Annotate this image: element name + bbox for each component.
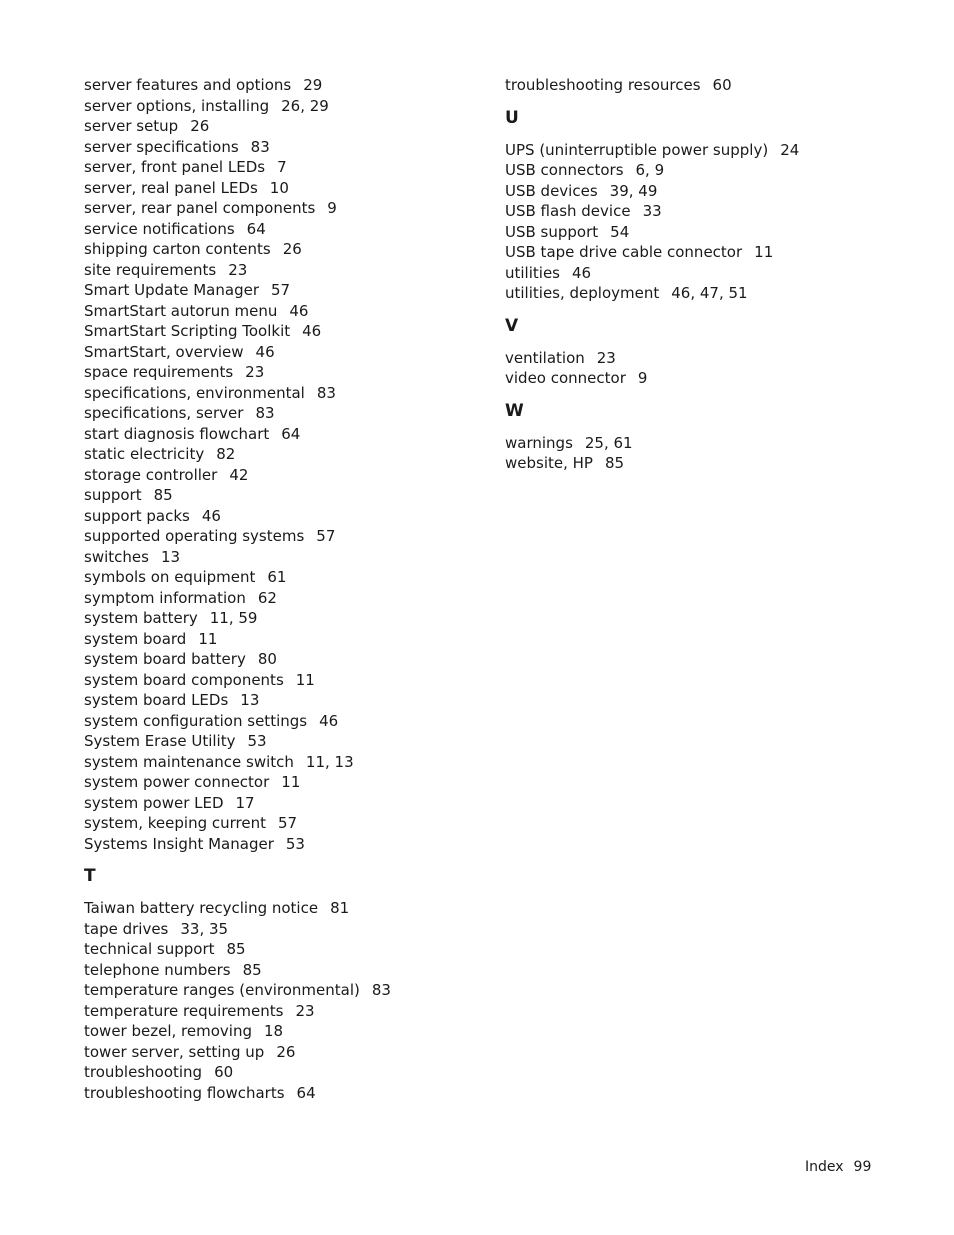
index-entry-pages[interactable]: 80 <box>257 650 277 668</box>
index-entry <box>505 242 885 263</box>
index-entry-pages[interactable]: 39, 49 <box>609 181 658 200</box>
index-entry-pages[interactable]: 26, 29 <box>281 96 329 115</box>
index-entry-pages[interactable]: 85 <box>226 940 246 958</box>
index-entry-term: server, front panel LEDs <box>84 158 266 176</box>
index-entry-term: tower bezel, removing <box>84 1022 252 1040</box>
index-entry <box>84 772 464 793</box>
index-entry <box>84 752 464 773</box>
index-entry-pages[interactable]: 11 <box>281 773 301 791</box>
index-entry <box>505 368 885 389</box>
index-entry <box>84 670 464 691</box>
index-entry-term: specifications, server <box>84 404 244 422</box>
index-entry-term: UPS (uninterruptible power supply) <box>505 140 769 159</box>
index-entry <box>84 526 464 547</box>
index-entry <box>84 383 464 404</box>
index-entry-term: support <box>84 486 142 504</box>
index-entry-pages[interactable]: 60 <box>214 1063 234 1081</box>
index-entry <box>84 588 464 609</box>
index-entry <box>84 321 464 342</box>
index-entry <box>84 980 464 1001</box>
index-entry-pages[interactable]: 53 <box>285 834 305 853</box>
index-entry-pages[interactable]: 11, 59 <box>209 609 258 627</box>
index-entry-pages[interactable]: 11, 13 <box>305 752 354 771</box>
index-entry <box>84 280 464 301</box>
index-entry-pages[interactable]: 62 <box>257 588 277 607</box>
index-entry <box>84 731 464 752</box>
index-entry-term: tower server, setting up <box>84 1042 265 1061</box>
index-entry-pages[interactable]: 64 <box>246 219 266 238</box>
index-entry <box>505 348 885 369</box>
index-entry-term: system board <box>84 629 187 648</box>
index-entry-term: server, real panel LEDs <box>84 178 258 197</box>
index-entry-pages[interactable]: 23 <box>596 348 616 367</box>
index-entry <box>84 898 464 919</box>
index-entry <box>84 629 464 650</box>
index-entry-term: system, keeping current <box>84 814 266 832</box>
index-entry <box>84 96 464 117</box>
index-entry-term: USB support <box>505 222 599 241</box>
index-entry-term: Taiwan battery recycling notice <box>84 899 319 917</box>
index-entry <box>84 567 464 588</box>
index-entry-pages[interactable]: 57 <box>316 527 336 545</box>
index-entry-term: symptom information <box>84 588 246 607</box>
index-entry <box>84 711 464 732</box>
index-entry-pages[interactable]: 25, 61 <box>584 433 633 452</box>
index-entry-term: site requirements <box>84 260 217 279</box>
index-entry-term: server setup <box>84 117 179 135</box>
index-entry-pages[interactable]: 9 <box>637 369 648 387</box>
index-letter-heading-u: U <box>505 107 519 128</box>
index-entry-term: utilities <box>505 263 560 282</box>
index-entry-term: SmartStart Scripting Toolkit <box>84 322 291 340</box>
index-entry <box>84 198 464 219</box>
index-entry <box>84 919 464 940</box>
index-entry-term: telephone numbers <box>84 960 231 979</box>
index-entry-term: system board LEDs <box>84 691 229 709</box>
index-entry-pages[interactable]: 82 <box>216 445 236 463</box>
index-entry <box>84 793 464 814</box>
index-entry-pages[interactable]: 83 <box>255 404 275 422</box>
index-entry-pages[interactable]: 61 <box>267 568 287 586</box>
index-entry-term: switches <box>84 547 149 566</box>
index-entry-term: system power connector <box>84 773 270 791</box>
index-entry-term: troubleshooting <box>84 1063 203 1081</box>
index-entry-term: tape drives <box>84 919 169 938</box>
index-entry-term: temperature ranges (environmental) <box>84 981 360 999</box>
index-entry-term: server specifications <box>84 137 239 156</box>
index-entry <box>84 444 464 465</box>
index-entry <box>84 239 464 260</box>
index-entry-term: USB flash device <box>505 202 631 220</box>
index-entry-pages[interactable]: 83 <box>250 137 270 156</box>
index-entry <box>505 453 885 474</box>
index-entry <box>84 301 464 322</box>
index-entry <box>505 433 885 454</box>
index-entry <box>84 178 464 199</box>
index-entry <box>84 342 464 363</box>
index-entry-pages[interactable]: 11 <box>295 670 315 689</box>
index-entry <box>84 465 464 486</box>
index-entry-term: Smart Update Manager <box>84 281 259 299</box>
index-entry <box>84 403 464 424</box>
index-entry-term: system board components <box>84 670 284 689</box>
index-entry-term: utilities, deployment <box>505 284 660 302</box>
index-entry-pages[interactable]: 85 <box>153 486 173 504</box>
index-entry-pages[interactable]: 85 <box>604 454 625 472</box>
index-entry-term: storage controller <box>84 465 218 484</box>
index-entry-term: USB tape drive cable connector <box>505 243 743 261</box>
index-entry-term: warnings <box>505 433 573 452</box>
index-left-column <box>84 75 464 1103</box>
index-entry <box>505 222 885 243</box>
index-entry-pages[interactable]: 17 <box>235 793 255 812</box>
index-entry-pages[interactable]: 24 <box>780 140 800 159</box>
index-entry <box>505 75 885 96</box>
index-entry <box>84 813 464 834</box>
index-entry-pages[interactable]: 23 <box>228 260 248 279</box>
index-entry <box>84 75 464 96</box>
index-entry <box>84 939 464 960</box>
index-entry-term: USB devices <box>505 181 598 200</box>
index-entry-pages[interactable]: 29 <box>303 76 323 94</box>
index-entry <box>505 160 885 181</box>
index-entry <box>84 116 464 137</box>
index-entry-term: system board battery <box>84 650 246 668</box>
index-entry-pages[interactable]: 23 <box>245 363 265 381</box>
index-entry-term: Systems Insight Manager <box>84 834 274 853</box>
index-entry-term: service notifications <box>84 219 235 238</box>
footer-section-label: Index <box>805 1159 844 1175</box>
index-entry-pages[interactable]: 11 <box>754 243 774 261</box>
index-entry-term: server options, installing <box>84 96 270 115</box>
index-entry-term: system power LED <box>84 793 224 812</box>
index-entry-pages[interactable]: 11 <box>198 629 218 648</box>
index-entry-term: static electricity <box>84 445 205 463</box>
index-entry <box>84 1001 464 1022</box>
index-entry <box>84 960 464 981</box>
index-entry-pages[interactable]: 53 <box>247 732 267 750</box>
index-entry-pages[interactable]: 57 <box>277 814 298 832</box>
index-entry-pages[interactable]: 13 <box>160 547 181 566</box>
index-entry <box>505 140 885 161</box>
index-entry-term: website, HP <box>505 454 593 472</box>
index-letter-heading-w: W <box>505 400 524 421</box>
index-entry <box>84 608 464 629</box>
index-entry-term: troubleshooting resources <box>505 76 701 94</box>
index-group-v <box>505 348 885 389</box>
index-entry <box>84 1083 464 1104</box>
index-entry <box>84 1042 464 1063</box>
index-entry <box>84 485 464 506</box>
index-entry <box>84 157 464 178</box>
index-entry-term: system maintenance switch <box>84 752 294 771</box>
index-entry-pages[interactable]: 83 <box>316 383 336 402</box>
index-entry-pages[interactable]: 33 <box>642 202 662 220</box>
index-entry-pages[interactable]: 60 <box>712 76 732 94</box>
index-entry-pages[interactable]: 64 <box>296 1083 316 1102</box>
index-entry-pages[interactable]: 46 <box>319 711 339 730</box>
index-letter-heading-t: T <box>84 866 96 886</box>
index-entry <box>505 181 885 202</box>
index-entry-term: server features and options <box>84 76 292 94</box>
index-entry-term: specifications, environmental <box>84 383 305 402</box>
index-entry <box>84 362 464 383</box>
index-right-column <box>505 75 885 474</box>
index-entry <box>505 263 885 284</box>
index-entry-pages[interactable]: 33, 35 <box>180 919 229 938</box>
index-entry-pages[interactable]: 46, 47, 51 <box>671 284 748 302</box>
index-entry-term: ventilation <box>505 348 585 367</box>
index-entry-pages[interactable]: 64 <box>281 424 301 443</box>
index-group-u <box>505 140 885 304</box>
index-entry <box>84 219 464 240</box>
index-entry-pages[interactable]: 13 <box>240 691 260 709</box>
index-entry-pages[interactable]: 81 <box>330 899 350 917</box>
index-entry <box>84 834 464 855</box>
index-entry <box>84 506 464 527</box>
index-entry-term: server, rear panel components <box>84 199 316 217</box>
index-entry-pages[interactable]: 26 <box>282 240 302 258</box>
index-entry-pages[interactable]: 83 <box>371 981 391 999</box>
index-entry-term: troubleshooting flowcharts <box>84 1083 285 1102</box>
index-entry-pages[interactable]: 10 <box>269 178 289 197</box>
index-entry <box>84 1021 464 1042</box>
index-group-s <box>84 75 464 854</box>
index-entry-term: temperature requirements <box>84 1001 284 1020</box>
index-entry-term: System Erase Utility <box>84 732 236 750</box>
index-entry-term: supported operating systems <box>84 527 305 545</box>
index-entry <box>84 260 464 281</box>
index-entry-pages[interactable]: 46 <box>302 322 322 340</box>
index-entry-pages[interactable]: 23 <box>295 1001 315 1020</box>
index-entry <box>505 283 885 304</box>
index-entry-pages[interactable]: 18 <box>263 1022 284 1040</box>
footer-page-number: 99 <box>853 1159 872 1175</box>
index-entry-pages[interactable]: 6, 9 <box>635 161 665 179</box>
index-entry-pages[interactable]: 54 <box>610 222 630 241</box>
index-entry-pages[interactable]: 46 <box>201 506 221 525</box>
index-entry-pages[interactable]: 85 <box>242 960 262 979</box>
index-entry-pages[interactable]: 57 <box>270 281 291 299</box>
index-entry-pages[interactable]: 9 <box>327 199 337 217</box>
index-entry-term: USB connectors <box>505 161 624 179</box>
index-group-t-continued <box>505 75 885 96</box>
index-entry-pages[interactable]: 42 <box>229 465 249 484</box>
index-entry <box>84 1062 464 1083</box>
index-entry-pages[interactable]: 7 <box>277 158 287 176</box>
index-entry <box>84 137 464 158</box>
index-entry-pages[interactable]: 46 <box>289 301 309 320</box>
index-entry-term: technical support <box>84 940 215 958</box>
index-entry-term: start diagnosis flowchart <box>84 424 270 443</box>
index-entry-pages[interactable]: 26 <box>190 117 210 135</box>
index-entry <box>505 201 885 222</box>
index-letter-heading-v: V <box>505 315 519 336</box>
index-entry-term: system configuration settings <box>84 711 308 730</box>
index-group-t <box>84 898 464 1103</box>
index-group-w <box>505 433 885 474</box>
index-entry <box>84 547 464 568</box>
index-entry-pages[interactable]: 26 <box>276 1042 296 1061</box>
index-entry <box>84 649 464 670</box>
index-entry-pages[interactable]: 46 <box>571 263 592 282</box>
index-entry-term: SmartStart autorun menu <box>84 301 278 320</box>
index-entry-term: system battery <box>84 609 198 627</box>
index-entry-term: symbols on equipment <box>84 568 256 586</box>
page-footer <box>805 1157 871 1177</box>
index-entry <box>84 690 464 711</box>
index-entry-term: space requirements <box>84 363 234 381</box>
index-entry-term: SmartStart, overview <box>84 342 244 361</box>
index-entry-term: support packs <box>84 506 190 525</box>
index-entry-pages[interactable]: 46 <box>255 342 275 361</box>
index-entry-term: video connector <box>505 369 626 387</box>
index-entry <box>84 424 464 445</box>
index-entry-term: shipping carton contents <box>84 240 271 258</box>
